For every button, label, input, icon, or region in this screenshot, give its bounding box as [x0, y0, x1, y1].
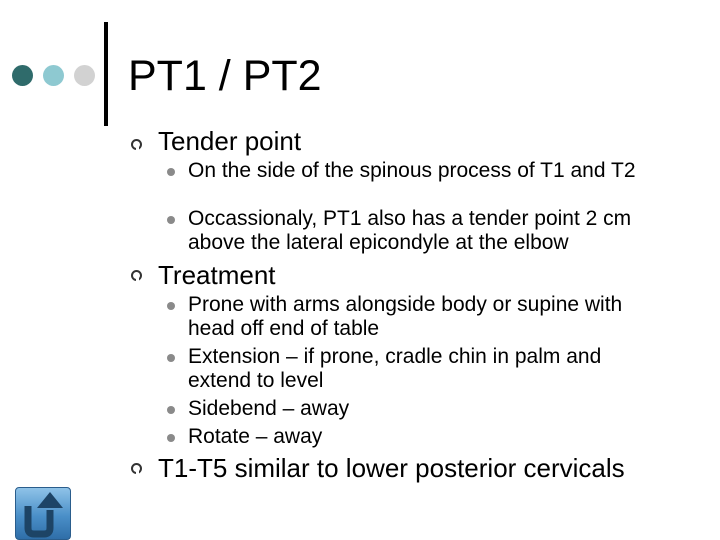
- sub-item-treatment-1: Prone with arms alongside body or supine with head off end of table: [188, 293, 623, 340]
- bullet-icon: [131, 139, 142, 150]
- bullet-icon: [131, 463, 142, 474]
- sub-bullet-icon: [167, 168, 175, 176]
- sub-bullet-icon: [167, 302, 175, 310]
- u-turn-return-icon: [16, 488, 71, 540]
- sub-item-treatment-2: Extension – if prone, cradle chin in palm and extend to level: [188, 345, 602, 392]
- sub-item-tender-point-1: On the side of the spinous process of T1 and T2: [188, 159, 636, 182]
- return-button[interactable]: [15, 487, 71, 540]
- bullet-tender-point: Tender point: [158, 126, 302, 156]
- sub-item-tender-point-2: Occassionaly, PT1 also has a tender point 2 cm above the lateral epicondyle at the elbow: [188, 207, 632, 254]
- sub-bullet-icon: [167, 216, 175, 224]
- sub-bullet-icon: [167, 434, 175, 442]
- sub-item-treatment-3: Sidebend – away: [188, 397, 350, 420]
- bullet-treatment: Treatment: [158, 260, 276, 290]
- bullet-t1-t5: T1-T5 similar to lower posterior cervicals: [158, 453, 625, 483]
- sub-bullet-icon: [167, 406, 175, 414]
- sub-bullet-icon: [167, 354, 175, 362]
- bullet-icon: [131, 270, 142, 281]
- slide-title: PT1 / PT2: [128, 52, 322, 100]
- sub-item-treatment-4: Rotate – away: [188, 425, 323, 448]
